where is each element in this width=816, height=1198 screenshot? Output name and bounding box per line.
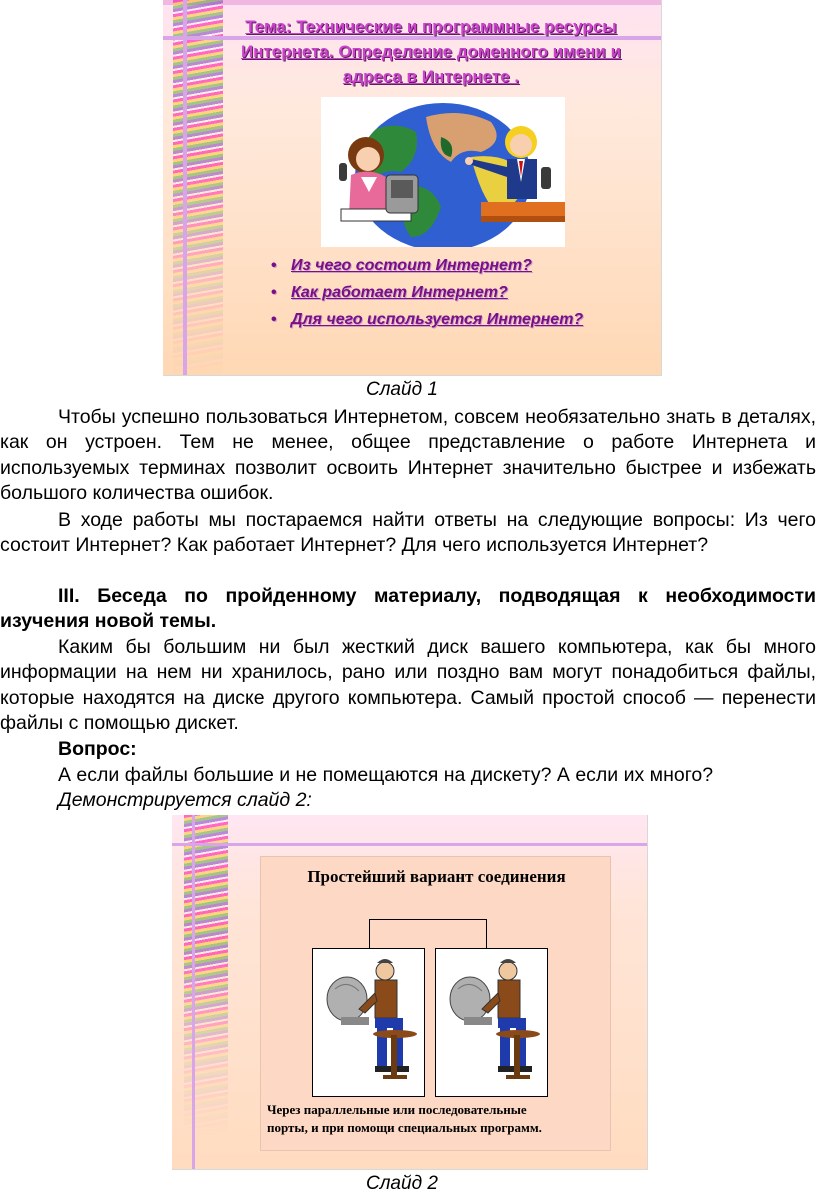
cable-line (369, 919, 370, 949)
slide-1-caption: Слайд 1 (366, 379, 438, 400)
paragraph-questions: В ходе работы мы постараемся найти ответы на следующие вопросы: Из чего состоит Интернет? Как работает Интернет? Для чего используется Интернет? (0, 509, 816, 557)
slide-2-description-line: Через параллельные или последовательные (267, 1102, 527, 1117)
computer-user-right (435, 948, 548, 1097)
slide-2-description (267, 1101, 612, 1137)
paragraph-intro: Чтобы успешно пользоваться Интернетом, совсем необязательно знать в деталях, как он устроен. Тем не менее, общее представление о работе Интернета и используемых терминах позволит освоить Интернет значительно быстрее и избежать большого количества ошибок. (0, 406, 816, 504)
question-text: А если файлы большие и не помещаются на дискету? А если их много? (58, 764, 714, 786)
bullet-text: Как работает Интернет? (291, 284, 508, 301)
computer-user-left (312, 948, 425, 1097)
bullet-dot: • (271, 257, 277, 274)
paragraph-disk: Каким бы большим ни был жесткий диск вашего компьютера, как бы много информации на нем ни хранилось, рано или поздно вам могут понадобиться файлы, которые находятся на диске другого компьютера. Самый простой способ — перенести файлы с помощью дискет. (0, 636, 816, 734)
cable-line (369, 919, 487, 920)
globe-people-illustration (321, 97, 565, 247)
decorative-floral-strip (173, 0, 223, 376)
slide-top-band (163, 0, 662, 5)
bullet-item (271, 306, 651, 333)
slide-2 (172, 815, 648, 1170)
connection-diagram-panel (260, 856, 611, 1151)
slide-1 (163, 0, 662, 376)
slide-1-title: Тема: Технические и программные ресурсы Интернета. Определение доменного имени и адреса в Интернете . (240, 17, 622, 86)
bullet-text: Для чего используется Интернет? (291, 311, 584, 328)
bullet-item (271, 279, 651, 306)
decorative-floral-strip (184, 815, 228, 1170)
bullet-item (271, 252, 651, 279)
demo-note: Демонстрируется слайд 2: (58, 789, 312, 811)
bullet-text: Из чего состоит Интернет? (291, 257, 532, 274)
slide-2-title: Простейший вариант соединения (307, 867, 566, 886)
cable-line (486, 919, 487, 949)
decorative-vertical-line (183, 0, 187, 376)
bullet-dot: • (271, 284, 277, 301)
slide-2-caption: Слайд 2 (366, 1173, 438, 1194)
bullet-dot: • (271, 311, 277, 328)
question-label: Вопрос: (58, 738, 137, 760)
section-heading: III. Беседа по пройденному материалу, подводящая к необходимости изучения новой темы. (0, 585, 816, 633)
decorative-horizontal-line (172, 843, 648, 846)
slide-1-bullet-list (271, 252, 651, 333)
slide-2-description-line: порты, и при помощи специальных программ. (267, 1120, 542, 1135)
decorative-vertical-line (192, 815, 195, 1170)
